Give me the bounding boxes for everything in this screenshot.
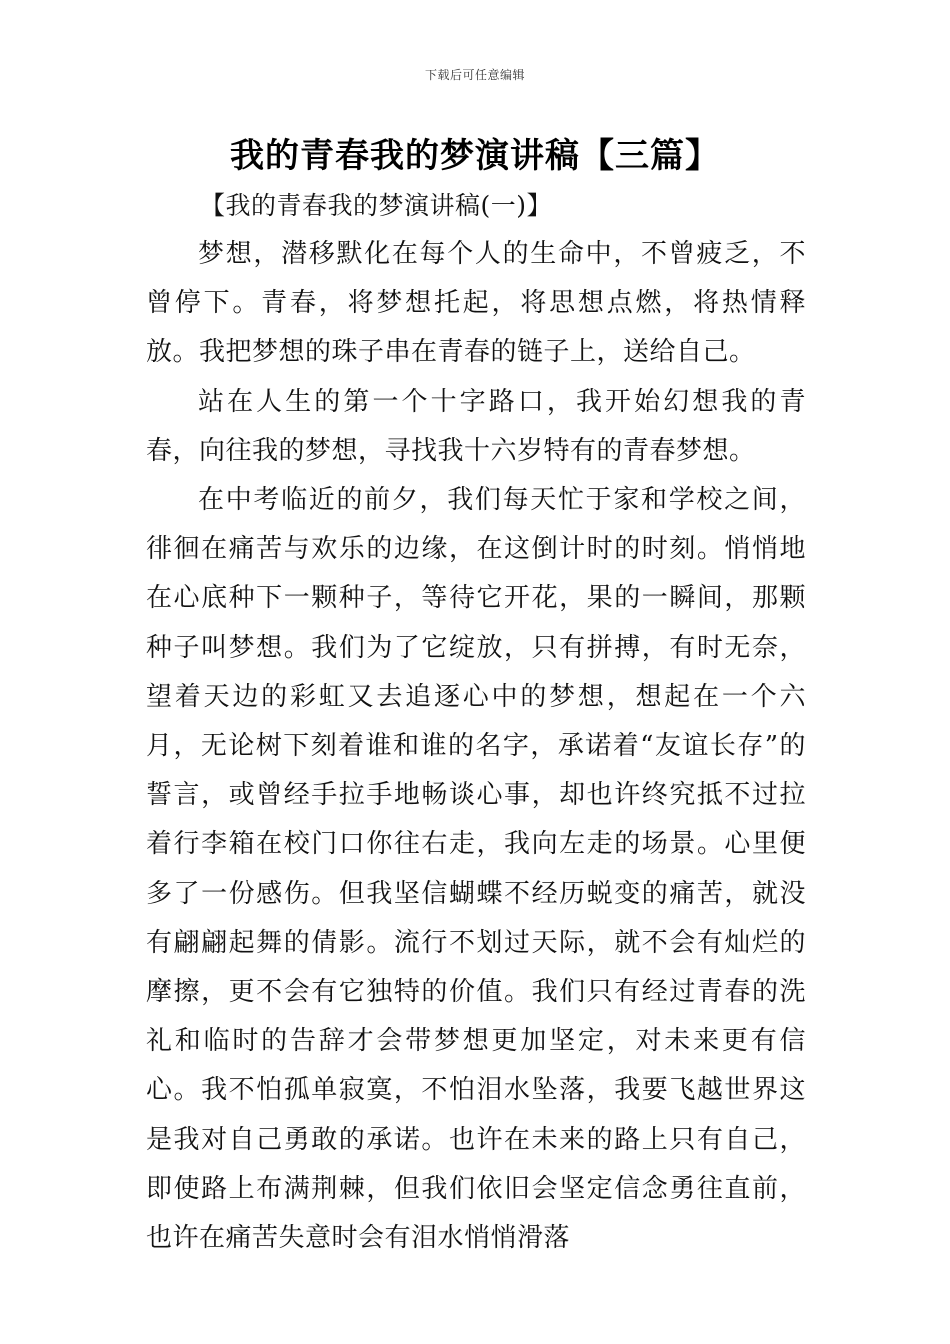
body-text [146,230,806,1263]
section-heading: 【我的青春我的梦演讲稿(一)】 [200,191,553,220]
paragraph-1: 梦想，潜移默化在每个人的生命中，不曾疲乏，不曾停下。青春，将梦想托起，将思想点燃，将热情释放。我把梦想的珠子串在青春的链子上，送给自己。 [146,239,806,368]
document-title: 我的青春我的梦演讲稿【三篇】 [230,136,720,176]
paragraph-2: 站在人生的第一个十字路口，我开始幻想我的青春，向往我的梦想，寻找我十六岁特有的青春梦想。 [146,386,806,466]
header-note: 下载后可任意编辑 [424,68,525,82]
paragraph-3: 在中考临近的前夕，我们每天忙于家和学校之间，徘徊在痛苦与欢乐的边缘，在这倒计时的时刻。悄悄地在心底种下一颗种子，等待它开花，果的一瞬间，那颗种子叫梦想。我们为了它绽放，只有拼搏，有时无奈，望着天边的彩虹又去追逐心中的梦想，想起在一个六月，无论树下刻着谁和谁的名字，承诺着“友谊长存”的誓言，或曾经手拉手地畅谈心事，却也许终究抵不过拉着行李箱在校门口你往右走，我向左走的场景。心里便多了一份感伤。但我坚信蝴蝶不经历蜕变的痛苦，就没有翩翩起舞的倩影。流行不划过天际，就不会有灿烂的摩擦，更不会有它独特的价值。我们只有经过青春的洗礼和临时的告辞才会带梦想更加坚定，对未来更有信心。我不怕孤单寂寞，不怕泪水坠落，我要飞越世界这是我对自己勇敢的承诺。也许在未来的路上只有自己，即使路上布满荆棘，但我们依旧会坚定信念勇往直前，也许在痛苦失意时会有泪水悄悄滑落 [146,485,806,1254]
